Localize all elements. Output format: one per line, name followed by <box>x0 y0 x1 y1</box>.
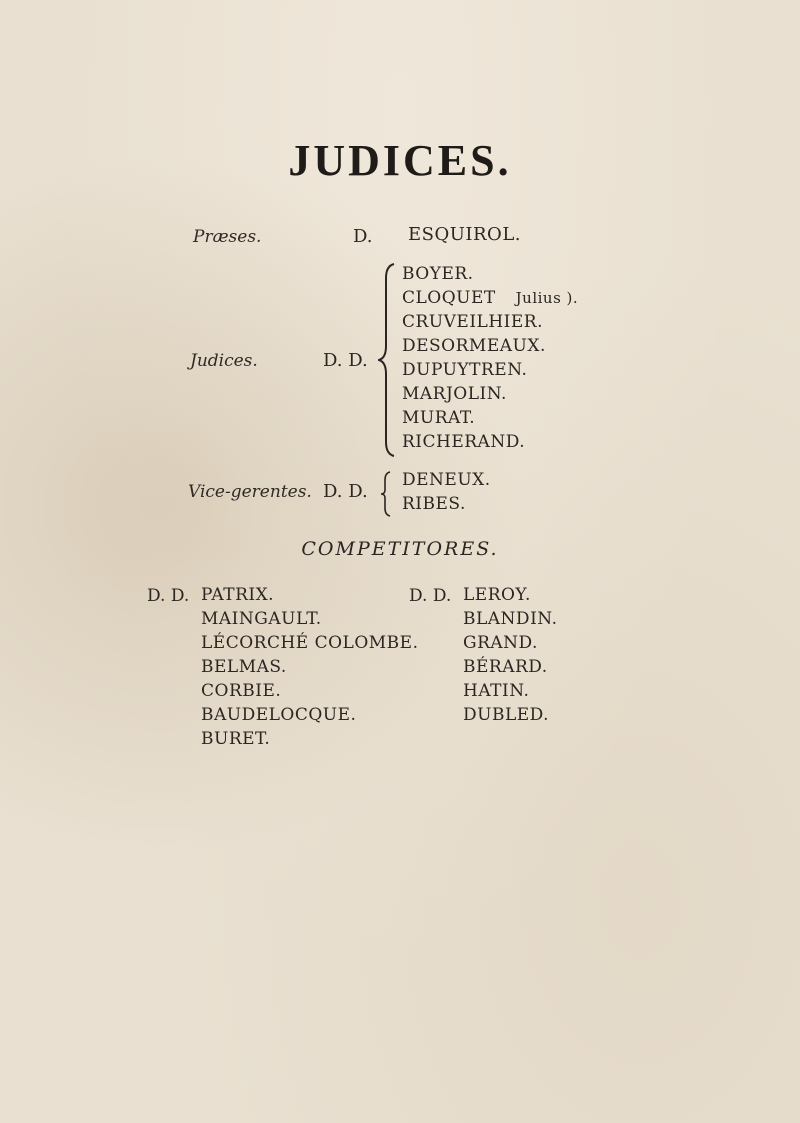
competitor-name: GRAND. <box>463 633 538 653</box>
judex-name: DESORMEAUX. <box>402 336 546 356</box>
judices-names <box>402 262 578 454</box>
praeses-label: Præses. <box>193 227 262 247</box>
competitor-name: MAINGAULT. <box>201 609 322 629</box>
competitor-name: BURET. <box>201 729 271 749</box>
judex-name: RICHERAND. <box>402 432 526 452</box>
competitores-right-prefix: D. D. <box>409 586 452 606</box>
competitores-left-list <box>201 583 418 751</box>
judex-name: MARJOLIN. <box>402 384 507 404</box>
judex-name: BOYER. <box>402 264 474 284</box>
competitores-heading: COMPETITORES. <box>301 538 499 560</box>
judex-name: CLOQUET <box>402 288 496 308</box>
competitores-right-list <box>463 583 557 727</box>
competitor-name: LÉCORCHÉ COLOMBE. <box>201 633 419 653</box>
vice-gerentes-prefix: D. D. <box>323 481 368 502</box>
vice-gerentes-names <box>402 468 491 516</box>
vice-gerens-name: DENEUX. <box>402 470 491 490</box>
competitor-name: PATRIX. <box>201 585 275 605</box>
competitor-name: DUBLED. <box>463 705 550 725</box>
judices-label: Judices. <box>190 351 258 371</box>
vice-gerentes-label: Vice-gerentes. <box>188 482 312 502</box>
judices-brace <box>378 262 400 458</box>
competitor-name: BÉRARD. <box>463 657 548 677</box>
judex-name: DUPUYTREN. <box>402 360 528 380</box>
competitor-name: BAUDELOCQUE. <box>201 705 357 725</box>
cloquet-suffix: Julius ). <box>515 289 579 307</box>
competitor-name: BLANDIN. <box>463 609 558 629</box>
vice-gerentes-brace <box>380 470 394 518</box>
judices-prefix: D. D. <box>323 350 368 371</box>
judex-name: CRUVEILHIER. <box>402 312 543 332</box>
competitor-name: BELMAS. <box>201 657 287 677</box>
competitores-left-prefix: D. D. <box>147 586 190 606</box>
competitor-name: LEROY. <box>463 585 531 605</box>
praeses-name: ESQUIROL. <box>408 224 521 245</box>
judex-name-cloquet <box>402 286 578 310</box>
judex-name: MURAT. <box>402 408 476 428</box>
competitor-name: HATIN. <box>463 681 530 701</box>
competitor-name: CORBIE. <box>201 681 282 701</box>
page-title: JUDICES. <box>288 136 512 185</box>
praeses-prefix: D. <box>353 226 373 247</box>
vice-gerens-name: RIBES. <box>402 494 466 514</box>
